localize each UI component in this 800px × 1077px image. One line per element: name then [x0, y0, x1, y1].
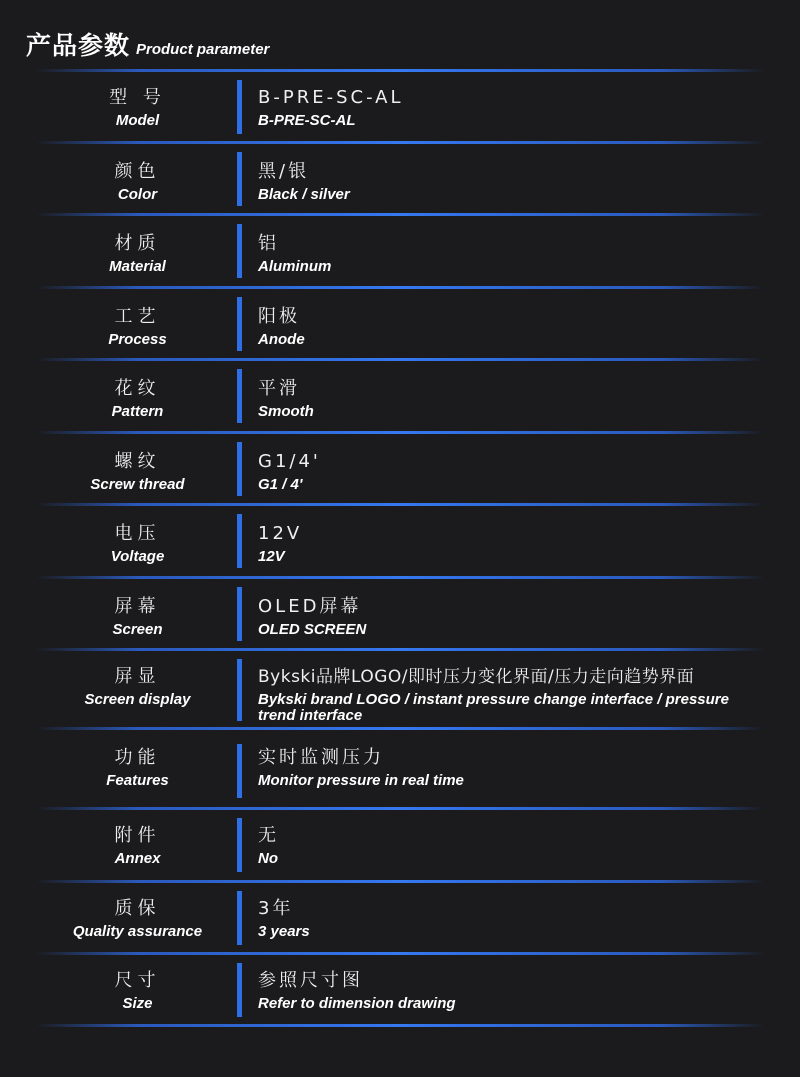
param-value-en: OLED SCREEN: [258, 621, 367, 638]
divider: [36, 141, 764, 144]
param-label: [40, 86, 235, 132]
param-label-en: Quality assurance: [72, 923, 203, 940]
param-label: [40, 377, 235, 423]
param-row-screen-display: [0, 663, 800, 725]
param-value-cn: 无: [258, 825, 279, 846]
param-label: [40, 824, 235, 870]
param-label-en: Screen display: [84, 691, 191, 708]
param-label-en: Annex: [114, 850, 161, 867]
param-label-cn: 电压: [114, 523, 161, 544]
param-value-en: G1 / 4': [258, 476, 303, 493]
divider: [36, 69, 764, 72]
param-value-cn: OLED屏幕: [258, 596, 362, 617]
param-label-en: Screen: [112, 621, 163, 638]
param-label-en: Features: [106, 772, 169, 789]
param-value-cn: 铝: [258, 233, 279, 254]
param-value: [258, 824, 768, 867]
accent-bar: [237, 659, 242, 721]
page-title-cn: 产品参数: [26, 31, 131, 60]
param-row-voltage: [0, 518, 800, 572]
param-label-cn: 屏幕: [114, 596, 161, 617]
param-label: [40, 522, 235, 568]
divider: [36, 358, 764, 361]
param-label: [40, 746, 235, 792]
accent-bar: [237, 963, 242, 1017]
param-value-cn: Bykski品牌LOGO/即时压力变化界面/压力走向趋势界面: [258, 667, 695, 687]
param-row-process: [0, 301, 800, 355]
param-value: [258, 746, 768, 789]
param-label-cn: 功能: [114, 747, 161, 768]
param-label-cn: 尺寸: [114, 970, 161, 991]
divider: [36, 648, 764, 651]
param-value-cn: 12V: [258, 523, 303, 544]
param-row-screen: [0, 591, 800, 645]
divider: [36, 286, 764, 289]
accent-bar: [237, 152, 242, 206]
param-label-en: Material: [109, 258, 166, 275]
param-label: [40, 450, 235, 496]
param-value: [258, 86, 768, 129]
param-label: [40, 232, 235, 278]
divider: [36, 576, 764, 579]
param-value-en: 3 years: [258, 923, 310, 940]
param-value-en: Smooth: [258, 403, 314, 420]
param-value: [258, 450, 768, 493]
param-label-en: Process: [108, 331, 167, 348]
param-label-cn: 附件: [114, 825, 161, 846]
divider: [36, 431, 764, 434]
param-value: [258, 522, 768, 565]
param-value-cn: B-PRE-SC-AL: [258, 87, 404, 108]
param-label-en: Color: [117, 186, 158, 203]
param-label: [40, 305, 235, 351]
divider: [36, 1024, 764, 1027]
param-value: [258, 377, 768, 420]
divider: [36, 952, 764, 955]
param-label-en: Pattern: [111, 403, 164, 420]
param-row-pattern: [0, 373, 800, 427]
param-value-en: Anode: [258, 331, 305, 348]
divider: [36, 503, 764, 506]
accent-bar: [237, 224, 242, 278]
param-label: [40, 897, 235, 943]
param-value-en: Bykski brand LOGO / instant pressure change interface / pressure trend interface: [258, 691, 729, 724]
param-value-en: 12V: [258, 548, 285, 565]
param-label-cn: 型 号: [109, 87, 166, 108]
param-label-en: Model: [115, 112, 160, 129]
param-row-annex: [0, 822, 800, 876]
accent-bar: [237, 514, 242, 568]
divider: [36, 807, 764, 810]
param-value-cn: 3年: [258, 898, 294, 919]
accent-bar: [237, 818, 242, 872]
param-value-en: Black / silver: [258, 186, 350, 203]
param-label-cn: 工艺: [114, 306, 161, 327]
accent-bar: [237, 297, 242, 351]
param-row-model: [0, 84, 800, 138]
param-row-features: [0, 744, 800, 800]
param-value-en: Aluminum: [258, 258, 332, 275]
param-value-cn: G1/4': [258, 451, 321, 472]
param-label: [40, 160, 235, 206]
param-value-cn: 参照尺寸图: [258, 970, 363, 991]
param-value: [258, 305, 768, 348]
param-label-cn: 材质: [114, 233, 161, 254]
param-row-quality-assurance: [0, 895, 800, 949]
param-value-cn: 实时监测压力: [258, 747, 384, 768]
param-label: [40, 665, 235, 711]
param-value-cn: 黑/银: [258, 161, 310, 182]
divider: [36, 727, 764, 730]
param-row-screw-thread: [0, 446, 800, 500]
param-row-size: [0, 967, 800, 1021]
param-value-en: B-PRE-SC-AL: [258, 112, 356, 129]
param-label-cn: 质保: [114, 898, 161, 919]
param-label-en: Voltage: [110, 548, 165, 565]
divider: [36, 880, 764, 883]
param-value: [258, 969, 768, 1012]
accent-bar: [237, 80, 242, 134]
page-title-en: Product parameter: [136, 41, 270, 58]
param-label: [40, 969, 235, 1015]
param-row-color: [0, 156, 800, 210]
param-label-en: Size: [122, 995, 153, 1012]
param-row-material: [0, 228, 800, 282]
param-value-cn: 平滑: [258, 378, 300, 399]
accent-bar: [237, 744, 242, 798]
param-label-cn: 屏显: [114, 666, 161, 687]
accent-bar: [237, 587, 242, 641]
page-header: [26, 26, 269, 62]
param-value: [258, 595, 768, 638]
param-label-cn: 花纹: [114, 378, 161, 399]
param-label-cn: 螺纹: [114, 451, 161, 472]
divider: [36, 213, 764, 216]
accent-bar: [237, 369, 242, 423]
param-label-en: Screw thread: [90, 476, 185, 493]
param-value-cn: 阳极: [258, 306, 300, 327]
param-value: [258, 160, 768, 203]
param-value: [258, 665, 768, 724]
param-value-en: Refer to dimension drawing: [258, 995, 456, 1012]
param-value-en: Monitor pressure in real time: [258, 772, 464, 789]
param-value: [258, 897, 768, 940]
param-value-en: No: [258, 850, 278, 867]
accent-bar: [237, 442, 242, 496]
param-value: [258, 232, 768, 275]
param-label-cn: 颜色: [114, 161, 161, 182]
param-label: [40, 595, 235, 641]
accent-bar: [237, 891, 242, 945]
